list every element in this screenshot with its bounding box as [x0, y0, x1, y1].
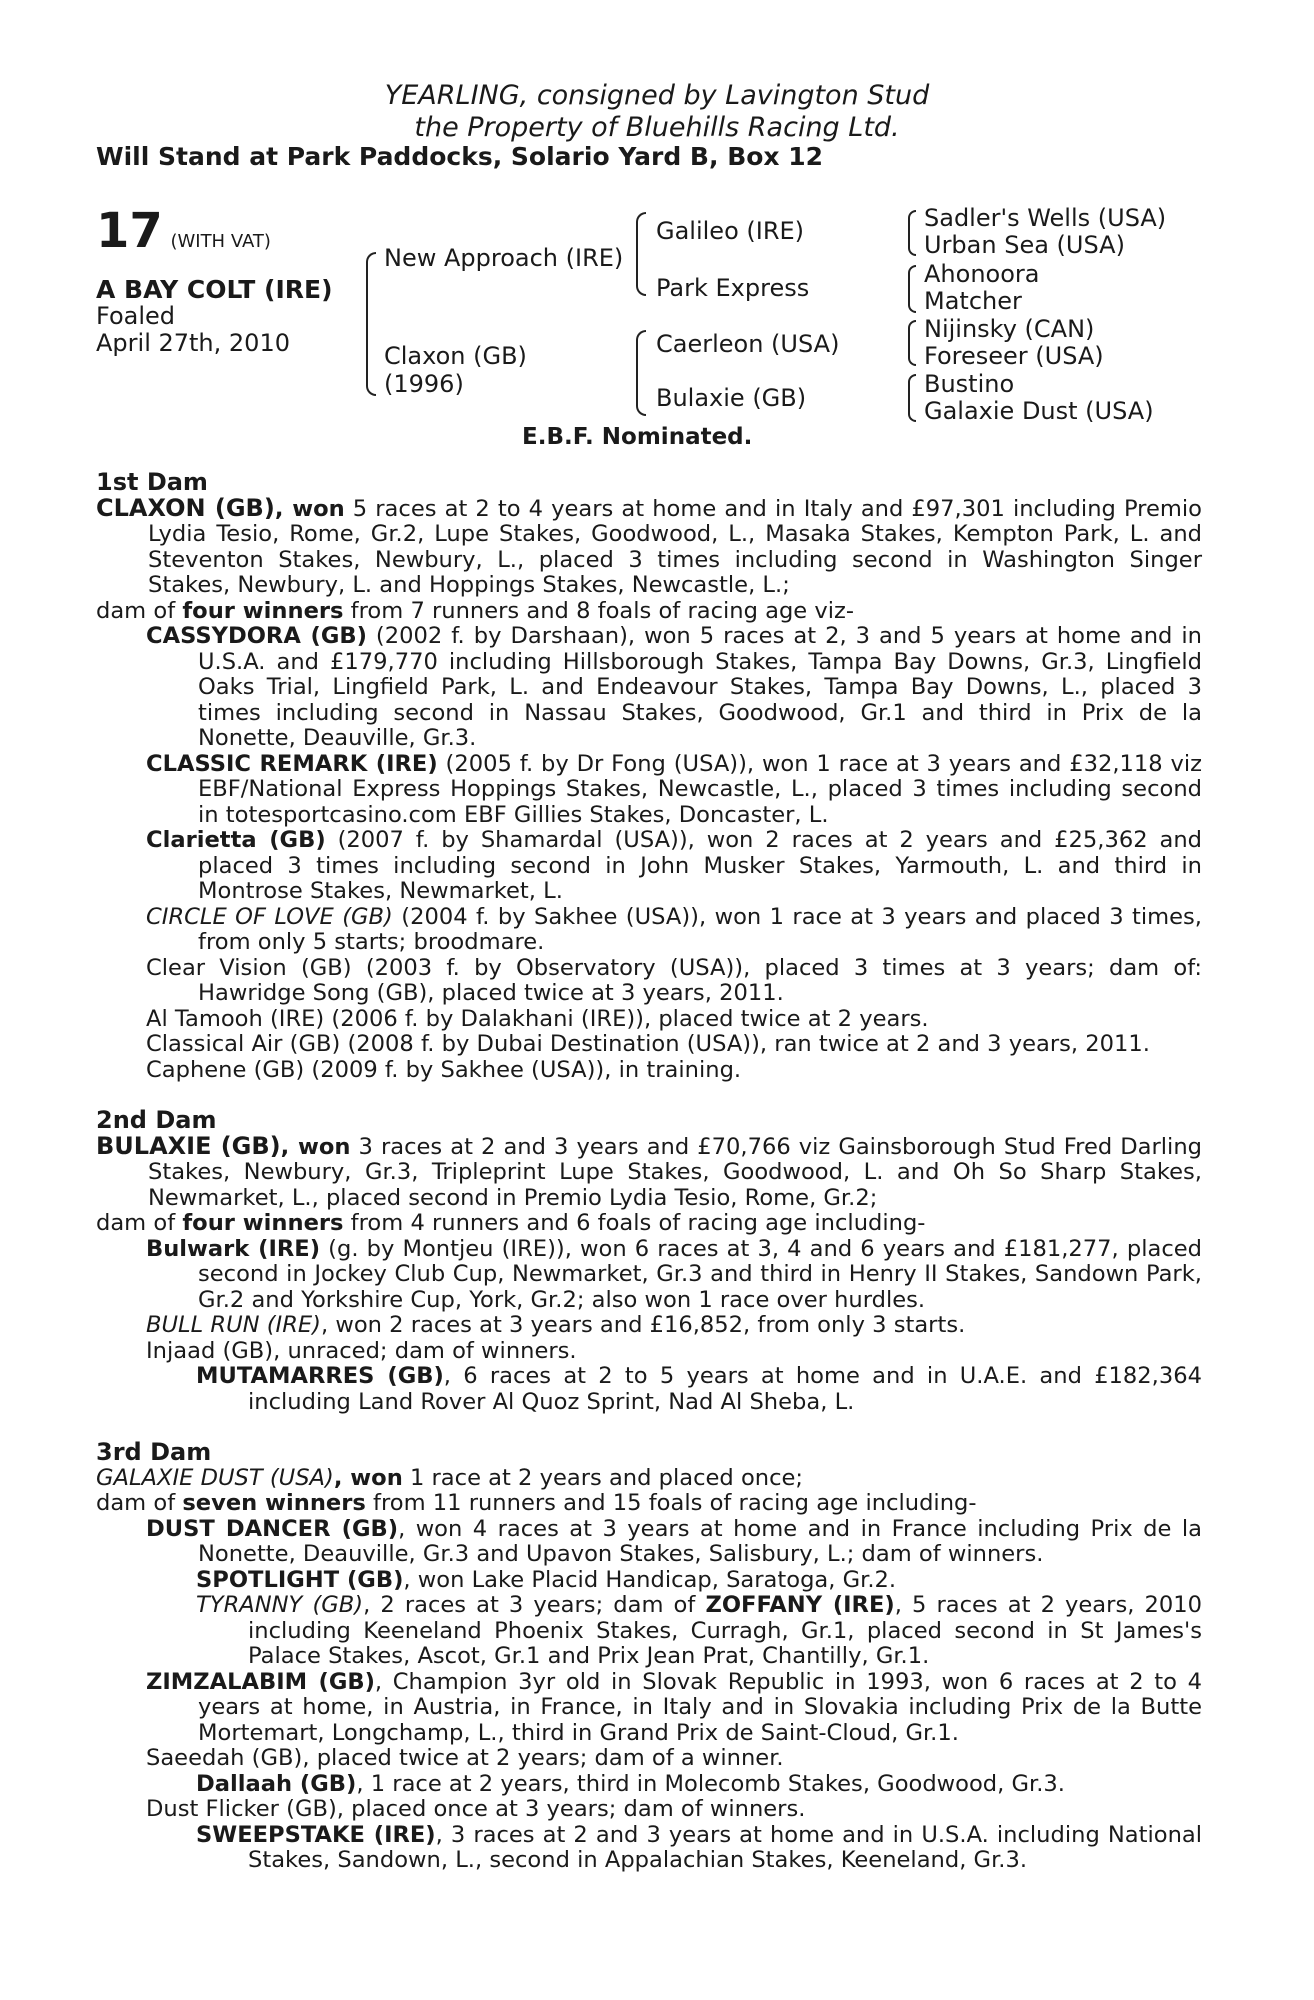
pedigree-brace-dam: [636, 330, 646, 416]
pedigree-brace-gg2: [908, 265, 916, 313]
ggp-5: Nijinsky (CAN): [924, 315, 1095, 343]
dam-sire: Caerleon (USA): [656, 330, 840, 358]
dam-year: (1996): [384, 370, 464, 398]
dam: Claxon (GB): [384, 342, 527, 370]
dam3-produce-5: ZIMZALABIM (GB), Champion 3yr old in Slovak Republic in 1993, won 6 races at 2 to 4 years at home, in Austria, in France, in Italy and in Slovakia including Prix de la Butte Mortemart, Longchamp, L., third in Grand Prix de Saint-Cloud, Gr.1.: [146, 1668, 1202, 1746]
dam1-heading: 1st Dam: [96, 468, 208, 496]
dam1-produce-4: CIRCLE OF LOVE (GB) (2004 f. by Sakhee (USA)), won 1 race at 3 years and placed 3 times, from only 5 starts; broodmare.: [146, 903, 1202, 955]
dam1-produce-5: Clear Vision (GB) (2003 f. by Observatory (USA)), placed 3 times at 3 years; dam of: Hawridge Song (GB), placed twice at 3 years, 2011.: [146, 954, 1202, 1006]
ggp-6: Foreseer (USA): [924, 342, 1104, 370]
sire-sire: Galileo (IRE): [656, 217, 805, 245]
ggp-3: Ahonoora: [924, 260, 1040, 288]
dam1-produce-3: Clarietta (GB) (2007 f. by Shamardal (USA)), won 2 races at 2 years and £25,362 and placed 3 times including second in John Musker Stakes, Yarmouth, L. and third in Montrose Stakes, Newmarket, L.: [146, 827, 1202, 904]
dam3-summary: GALAXIE DUST (USA), won 1 race at 2 years and placed once;: [96, 1464, 804, 1491]
dam2-heading: 2nd Dam: [96, 1106, 217, 1134]
location-line: Will Stand at Park Paddocks, Solario Yard B, Box 12: [96, 142, 824, 171]
dam2-produce-3: Injaad (GB), unraced; dam of winners.: [146, 1337, 577, 1364]
dam1-dam-of: dam of four winners from 7 runners and 8 foals of racing age viz-: [96, 597, 855, 624]
dam1-summary: CLAXON (GB), won 5 races at 2 to 4 years at home and in Italy and £97,301 including Premio Lydia Tesio, Rome, Gr.2, Lupe Stakes, Goodwood, L., Masaka Stakes, Kempton Park, L. and Steventon Stakes, Newbury, L., placed 3 times including second in Washington Singer Stakes, Newbury, L. and Hoppings Stakes, Newcastle, L.;: [96, 493, 1202, 598]
ggp-4: Matcher: [924, 287, 1022, 315]
dam1-produce-7: Classical Air (GB) (2008 f. by Dubai Destination (USA)), ran twice at 2 and 3 years, 2011.: [146, 1031, 1150, 1057]
pedigree-brace-gg4: [908, 374, 916, 422]
ebf-nominated: E.B.F. Nominated.: [522, 424, 753, 450]
foaled-date: April 27th, 2010: [96, 329, 290, 357]
dam2-dam-of: dam of four winners from 4 runners and 6 foals of racing age including-: [96, 1210, 926, 1236]
dam1-produce-8: Caphene (GB) (2009 f. by Sakhee (USA)), in training.: [146, 1056, 742, 1083]
pedigree-brace-main: [366, 252, 376, 396]
dam3-heading: 3rd Dam: [96, 1438, 212, 1466]
dam3-produce-3: TYRANNY (GB), 2 races at 3 years; dam of ZOFFANY (IRE), 5 races at 2 years, 2010 including Keeneland Phoenix Stakes, Curragh, Gr.1, placed second in St James's Palace Stakes, Ascot, Gr.1 and Prix Jean Prat, Chantilly, Gr.1.: [196, 1592, 1202, 1669]
ggp-8: Galaxie Dust (USA): [924, 397, 1154, 425]
dam3-produce-1: DUST DANCER (GB), won 4 races at 3 years at home and in France including Prix de la Nonette, Deauville, Gr.3 and Upavon Stakes, Salisbury, L.; dam of winners.: [146, 1515, 1203, 1567]
pedigree-brace-gg3: [908, 320, 916, 366]
dam2-produce-4: MUTAMARRES (GB), 6 races at 2 to 5 years at home and in U.A.E. and £182,364 including Land Rover Al Quoz Sprint, Nad Al Sheba, L.: [196, 1363, 1202, 1415]
dam3-dam-of: dam of seven winners from 11 runners and 15 foals of racing age including-: [96, 1490, 977, 1516]
foaled-label: Foaled: [96, 302, 176, 330]
dam3-produce-2: SPOTLIGHT (GB), won Lake Placid Handicap, Saratoga, Gr.2.: [196, 1566, 897, 1593]
dam1-produce-6: Al Tamooh (IRE) (2006 f. by Dalakhani (IRE)), placed twice at 2 years.: [146, 1005, 929, 1032]
dam2-produce-1: Bulwark (IRE) (g. by Montjeu (IRE)), won 6 races at 3, 4 and 6 years and £181,277, placed second in Jockey Club Cup, Newmarket, Gr.3 and third in Henry II Stakes, Sandown Park, Gr.2 and Yorkshire Cup, York, Gr.2; also won 1 race over hurdles.: [146, 1235, 1202, 1313]
ggp-7: Bustino: [924, 370, 1015, 398]
dam3-produce-7: Dallaah (GB), 1 race at 2 years, third in Molecomb Stakes, Goodwood, Gr.3.: [196, 1770, 1065, 1797]
pedigree-brace-gg1: [908, 210, 916, 256]
ggp-2: Urban Sea (USA): [924, 231, 1125, 259]
pedigree-notes: [96, 470, 1202, 1874]
dam3-produce-6: Saeedah (GB), placed twice at 2 years; dam of a winner.: [146, 1745, 784, 1771]
pedigree-brace-sire: [636, 212, 646, 296]
dam1-produce-1: CASSYDORA (GB) (2002 f. by Darshaan), won 5 races at 2, 3 and 5 years at home and in U.S.A. and £179,770 including Hillsborough Stakes, Tampa Bay Downs, Gr.3, Lingfield Oaks Trial, Lingfield Park, L. and Endeavour Stakes, Tampa Bay Downs, L., placed 3 times including second in Nassau Stakes, Goodwood, Gr.1 and third in Prix de la Nonette, Deauville, Gr.3.: [146, 623, 1202, 751]
vat-note: (WITH VAT): [170, 231, 271, 252]
dam3-produce-9: SWEEPSTAKE (IRE), 3 races at 2 and 3 years at home and in U.S.A. including National Stakes, Sandown, L., second in Appalachian Stakes, Keeneland, Gr.3.: [196, 1821, 1203, 1873]
dam3-produce-8: Dust Flicker (GB), placed once at 3 years; dam of winners.: [146, 1796, 806, 1822]
sire-dam: Park Express: [656, 274, 810, 302]
dam1-produce-2: CLASSIC REMARK (IRE) (2005 f. by Dr Fong (USA)), won 1 race at 3 years and £32,118 viz EBF/National Express Hoppings Stakes, Newcastle, L., placed 3 times including second in totesportcasino.com EBF Gillies Stakes, Doncaster, L.: [146, 750, 1202, 828]
owner-line: the Property of Bluehills Racing Ltd.: [414, 112, 900, 143]
lot-name: A BAY COLT (IRE): [96, 275, 333, 304]
dam2-summary: BULAXIE (GB), won 3 races at 2 and 3 years and £70,766 viz Gainsborough Stud Fred Darling Stakes, Newbury, Gr.3, Tripleprint Lupe Stakes, Goodwood, L. and Oh So Sharp Stakes, Newmarket, L., placed second in Premio Lydia Tesio, Rome, Gr.2;: [96, 1131, 1202, 1211]
sire: New Approach (IRE): [384, 244, 624, 272]
lot-number-block: [96, 203, 271, 259]
dam-dam: Bulaxie (GB): [656, 384, 807, 412]
dam2-produce-2: BULL RUN (IRE), won 2 races at 3 years and £16,852, from only 3 starts.: [146, 1312, 966, 1338]
ggp-1: Sadler's Wells (USA): [924, 204, 1167, 232]
consignor-line: YEARLING, consigned by Lavington Stud: [384, 80, 930, 111]
lot-number: 17: [96, 203, 163, 259]
